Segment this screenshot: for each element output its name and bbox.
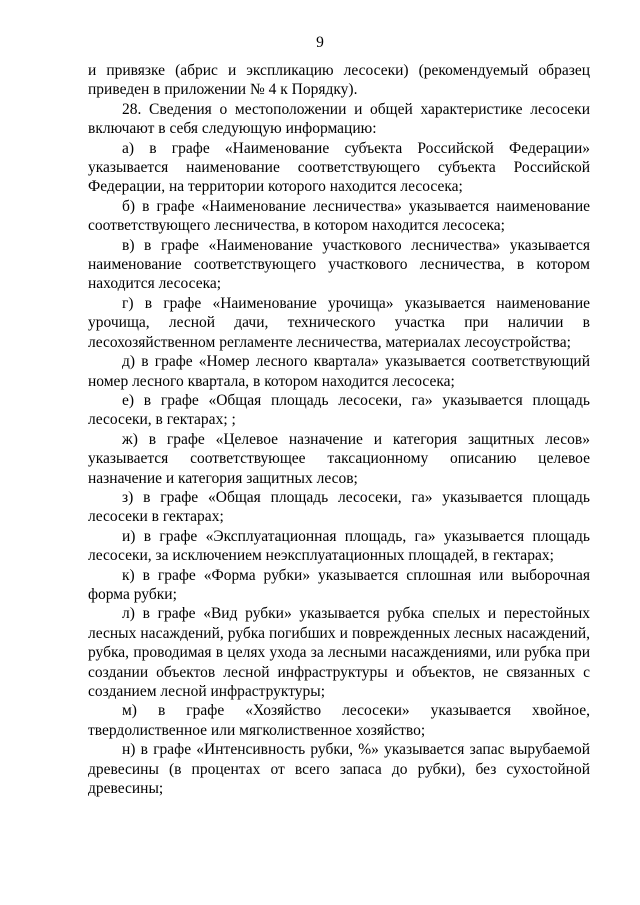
page-number: 9 xyxy=(316,34,324,51)
paragraph: е) в графе «Общая площадь лесосеки, га» указывается площадь лесосеки, в гектарах; ; xyxy=(88,391,590,429)
paragraph: г) в графе «Наименование урочища» указывается наименование урочища, лесной дачи, технического участка при наличии в лесохозяйственном регламенте лесничества, материалах лесоустройства; xyxy=(88,294,590,351)
paragraph: д) в графе «Номер лесного квартала» указывается соответствующий номер лесного квартала, в котором находится лесосека; xyxy=(88,353,590,390)
paragraph: к) в графе «Форма рубки» указывается сплошная или выборочная форма рубки; xyxy=(88,566,590,603)
paragraph: б) в графе «Наименование лесничества» указывается наименование соответствующего лесничества, в котором находится лесосека; xyxy=(88,197,590,235)
paragraph: в) в графе «Наименование участкового лесничества» указывается наименование соответствующего участкового лесничества, в котором находится лесосека; xyxy=(88,236,590,293)
paragraph: и привязке (абрис и экспликацию лесосеки) (рекомендуемый образец приведен в приложении № 4 к Порядку). xyxy=(88,62,590,99)
paragraph: л) в графе «Вид рубки» указывается рубка спелых и перестойных лесных насаждений, рубка погибших и поврежденных лесных насаждений, рубка, проводимая в целях ухода за лесными насаждениями, или рубка при создании объектов лесной инфраструктуры и объектов, не связанных с созданием лесной инфраструктуры; xyxy=(88,605,590,700)
paragraph: м) в графе «Хозяйство лесосеки» указывается хвойное, твердолиственное или мягколиственное хозяйство; xyxy=(88,702,590,739)
paragraph: а) в графе «Наименование субъекта Российской Федерации» указывается наименование соответствующего субъекта Российской Федерации, на территории которого находится лесосека; xyxy=(88,139,590,196)
paragraph: ж) в графе «Целевое назначение и категория защитных лесов» указывается соответствующее таксационному описанию целевое назначение и категория защитных лесов; xyxy=(88,430,590,487)
paragraph: и) в графе «Эксплуатационная площадь, га» указывается площадь лесосеки, за исключением неэксплуатационных площадей, в гектарах; xyxy=(88,527,590,565)
paragraph: н) в графе «Интенсивность рубки, %» указывается запас вырубаемой древесины (в процентах от всего запаса до рубки), без сухостойной древесины; xyxy=(88,741,590,798)
paragraph: 28. Сведения о местоположении и общей характеристике лесосеки включают в себя следующую информацию: xyxy=(88,100,590,138)
paragraph: з) в графе «Общая площадь лесосеки, га» указывается площадь лесосеки в гектарах; xyxy=(88,488,590,526)
document-body xyxy=(88,61,590,798)
